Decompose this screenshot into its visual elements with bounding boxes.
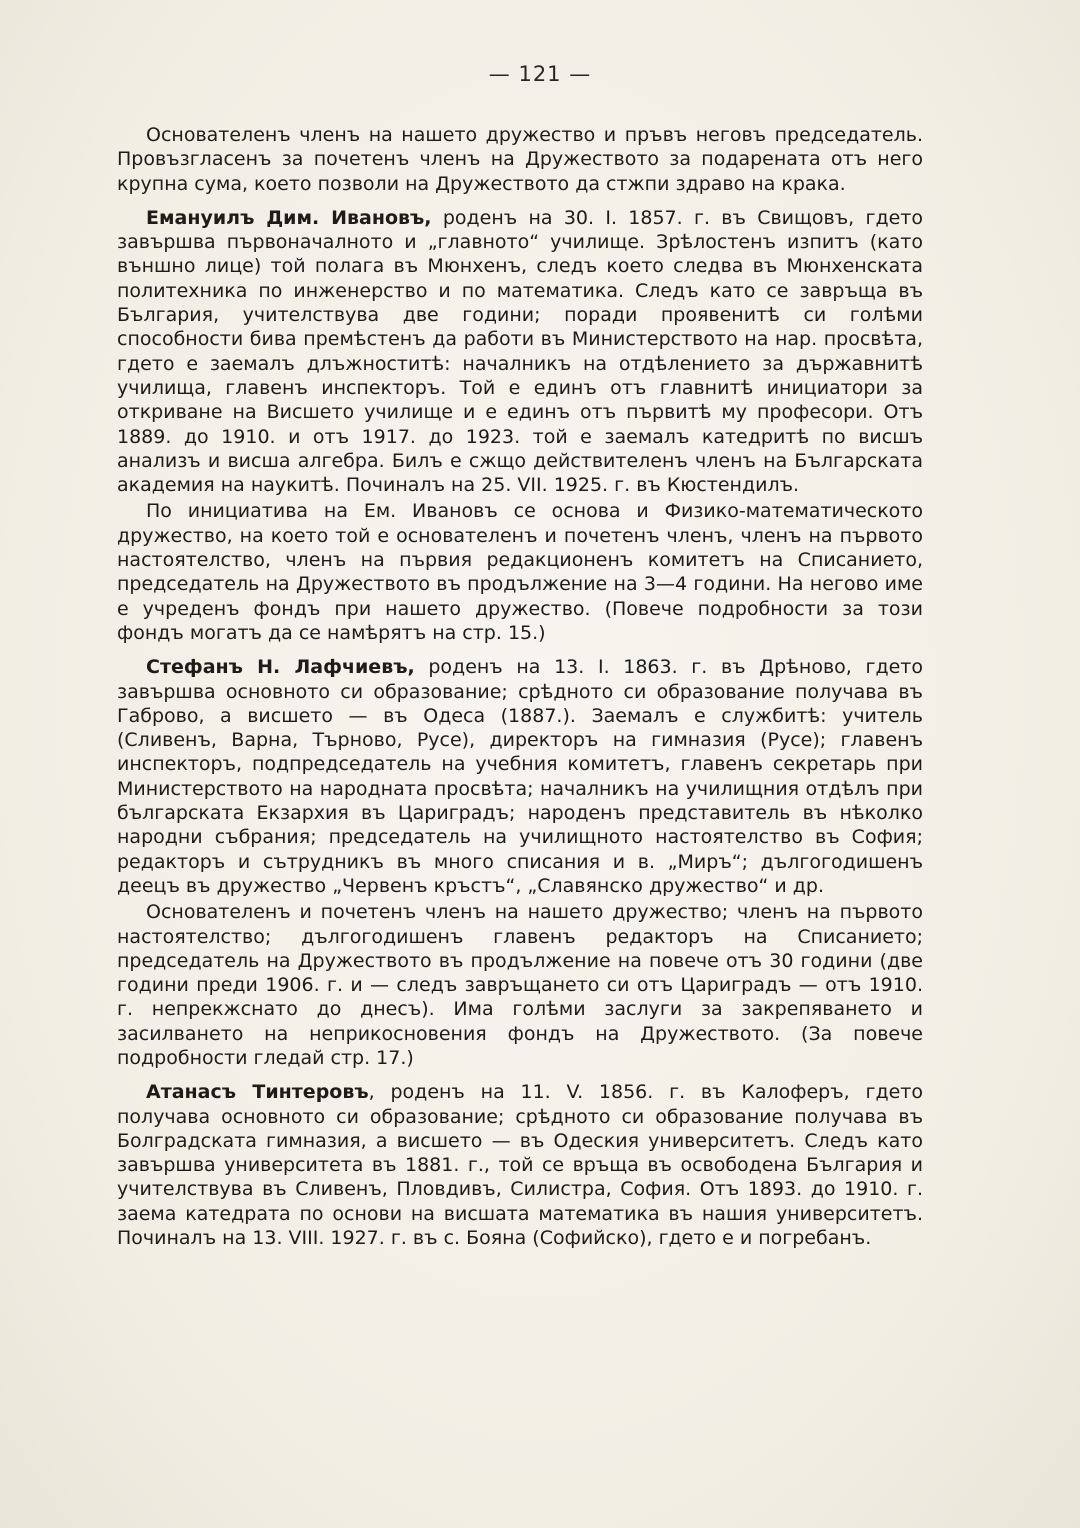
paragraph-text: , роденъ на 11. V. 1856. г. въ Калоферъ, гдето получава основното си образование; срѣдното си образование получава въ Болградската гимназия, а висшето — въ Одеския университетъ. Следъ като завършва университета въ 1881. г., той се връща въ освободена България и учителствува въ Сливенъ, Пловдивъ, Силистра, София. Отъ 1893. до 1910. г. заема катедрата по основи на висшата математика въ нашия университетъ. Починалъ на 13. VIII. 1927. г. въ с. Бояна (Софийско), гдето е и погребанъ. — [117, 1081, 923, 1250]
person-name-lafchiev: Стефанъ Н. Лафчиевъ, — [146, 656, 415, 679]
person-name-ivanov: Емануилъ Дим. Ивановъ, — [146, 206, 432, 229]
text-block — [117, 123, 923, 1250]
paragraph-text: роденъ на 13. I. 1863. г. въ Дрѣново, гдето завършва основното си образование; срѣдното си образование получава въ Габрово, а висшето — въ Одеса (1887.). Заемалъ е службитѣ: учитель (Сливенъ, Варна, Търново, Русе), директоръ на гимназия (Русе); главенъ инспекторъ, подпредседатель на учебния комитетъ, главенъ секретарь при Министерството на народната просвѣта; началникъ на училищния отдѣлъ при българската Екзархия въ Цариградъ; народенъ представитель въ нѣколко народни събрания; председатель на училищното настоятелство въ София; редакторъ и сътрудникъ въ много списания и в. „Миръ“; дългогодишенъ деецъ въ дружество „Червенъ кръстъ“, „Славянско дружество“ и др. — [117, 656, 923, 897]
paragraph-ivanov-bio — [117, 206, 923, 498]
paragraph-text: Основателенъ и почетенъ членъ на нашето дружество; членъ на първото настоятелство; дългогодишенъ главенъ редакторъ на Списанието; председатель на Дружеството въ продължение на повече отъ 30 години (две години преди 1906. г. и — следъ завръщането си отъ Цариградъ — отъ 1910. г. непрекжснато до днесъ). Има голѣми заслуги за закрепяването и засилването на неприкосновения фондъ на Дружеството. (За повече подробности гледай стр. 17.) — [117, 901, 923, 1069]
paragraph-text: По инициатива на Ем. Ивановъ се основа и Физико-математическото дружество, на което той е основателенъ и почетенъ членъ, членъ на първото настоятелство, членъ на първия редакционенъ комитетъ на Списанието, председатель на Дружеството въ продължение на 3—4 години. На негово име е учреденъ фондъ при нашето дружество. (Повече подробности за този фондъ могатъ да се намѣрятъ на стр. 15.) — [117, 500, 923, 644]
paragraph-text: Основателенъ членъ на нашето дружество и пръвъ неговъ председатель. Провъзгласенъ за почетенъ членъ на Дружеството за подарената отъ него крупна сума, което позволи на Дружеството да стжпи здраво на крака. — [117, 124, 923, 195]
person-name-tinterov: Атанасъ Тинтеровъ — [146, 1081, 369, 1104]
paragraph-ivanov-society — [117, 499, 923, 645]
paragraph-text: роденъ на 30. I. 1857. г. въ Свищовъ, гдето завършва първоначалното и „главното“ училище. Зрѣлостенъ изпитъ (като външно лице) той полага въ Мюнхенъ, следъ което следва въ Мюнхенската политехника по инженерство и по математика. Следъ като се завръща въ България, учителствува две години; поради проявенитѣ си голѣми способности бива премѣстенъ да работи въ Министерството на нар. просвѣта, гдето е заемалъ длъжноститѣ: началникъ на отдѣлението за държавнитѣ училища, главенъ инспекторъ. Той е единъ отъ главнитѣ инициатори за откриване на Висшето училище и е единъ отъ първитѣ му професори. Отъ 1889. до 1910. и отъ 1917. до 1923. той е заемалъ катедритѣ по висшъ анализъ и висша алгебра. Билъ е сжщо действителенъ членъ на Българската академия на наукитѣ. Починалъ на 25. VII. 1925. г. въ Кюстендилъ. — [117, 206, 924, 497]
paragraph-lafchiev-bio — [117, 655, 923, 898]
page-number: — 121 — — [488, 62, 592, 86]
paragraph-lafchiev-society — [117, 900, 923, 1070]
paragraph-tinterov-bio — [117, 1080, 923, 1250]
paragraph-founder-note — [117, 123, 923, 196]
